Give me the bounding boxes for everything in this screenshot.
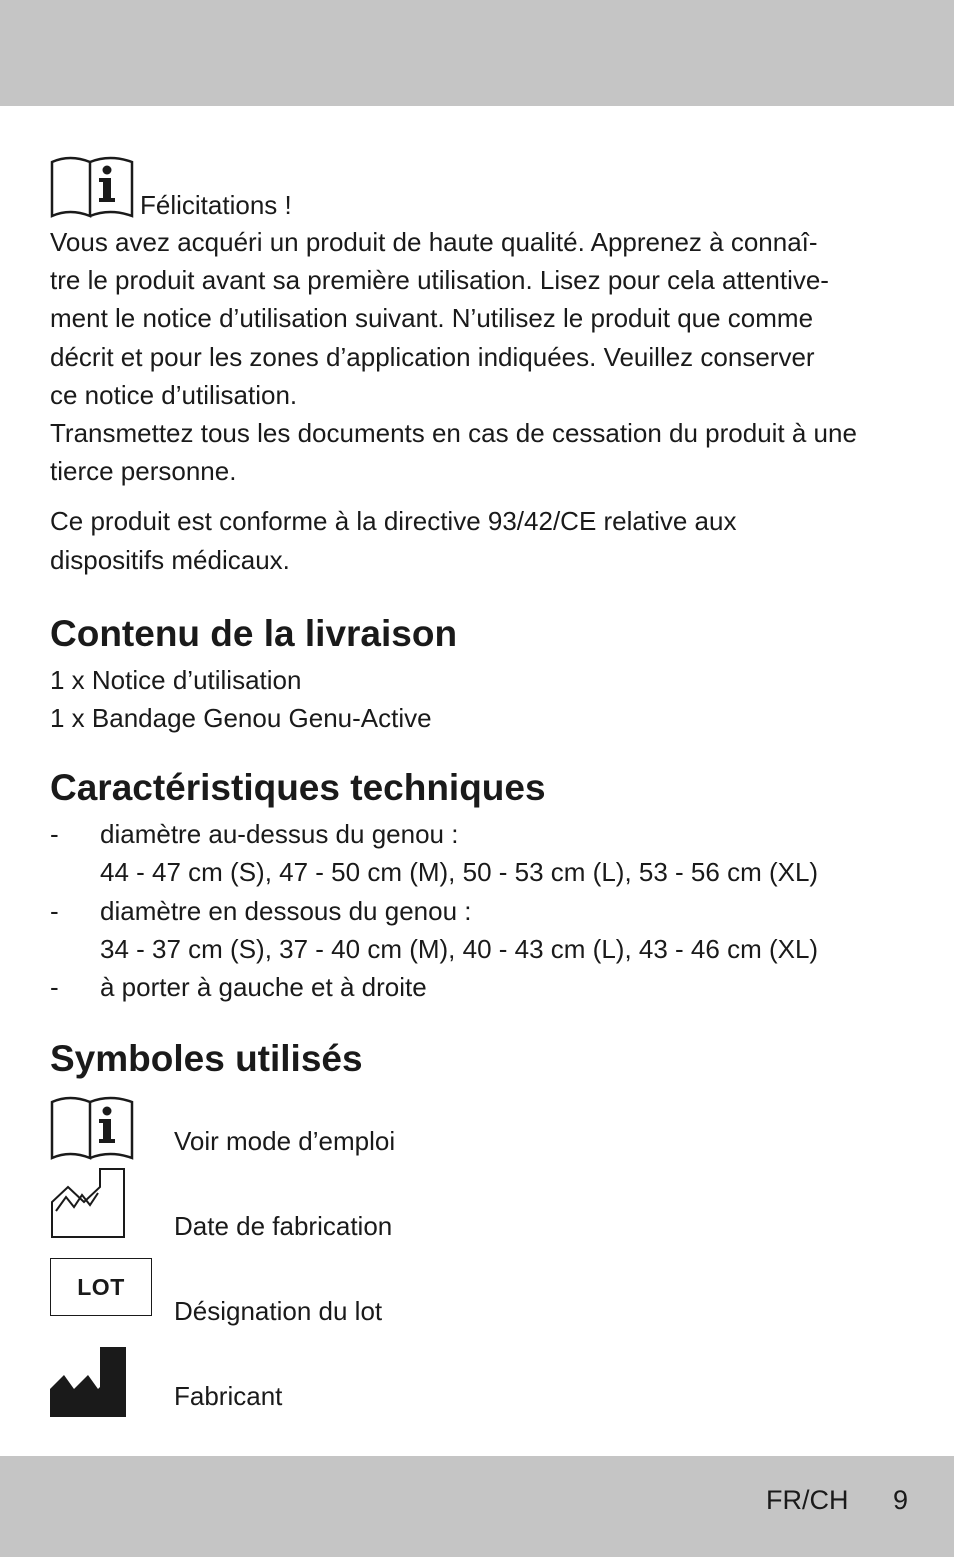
specs-heading: Caractéristiques techniques xyxy=(50,767,546,809)
spec-item xyxy=(50,968,910,1006)
list-dash: - xyxy=(50,972,59,1003)
page-content xyxy=(50,150,910,1432)
contents-list xyxy=(50,661,910,737)
instructions-info-icon xyxy=(50,152,134,220)
intro-line: tre le produit avant sa première utilisation. Lisez pour cela attentive- xyxy=(50,265,829,296)
spec-label: diamètre au-dessus du genou : xyxy=(100,819,459,850)
spec-item xyxy=(50,815,910,891)
symbol-row xyxy=(50,1347,910,1432)
manufacturer-icon xyxy=(50,1345,128,1417)
transfer-line: tierce personne. xyxy=(50,456,237,487)
spec-detail: 44 - 47 cm (S), 47 - 50 cm (M), 50 - 53 cm (L), 53 - 56 cm (XL) xyxy=(100,857,819,888)
symbol-row xyxy=(50,1262,910,1347)
spec-label: à porter à gauche et à droite xyxy=(100,972,427,1003)
symbols-heading: Symboles utilisés xyxy=(50,1038,363,1080)
directive-line: Ce produit est conforme à la directive 93/42/CE relative aux xyxy=(50,506,737,537)
symbol-row xyxy=(50,1092,910,1177)
lot-icon xyxy=(50,1258,152,1316)
symbol-label: Voir mode d’emploi xyxy=(174,1126,396,1157)
intro-row xyxy=(50,150,910,220)
directive-paragraph xyxy=(50,502,910,578)
spec-detail: 34 - 37 cm (S), 37 - 40 cm (M), 40 - 43 cm (L), 43 - 46 cm (XL) xyxy=(100,933,819,964)
congrats-text: Félicitations ! xyxy=(140,190,292,220)
list-item: 1 x Notice d’utilisation xyxy=(50,664,302,695)
symbol-label: Fabricant xyxy=(174,1381,283,1412)
directive-line: dispositifs médicaux. xyxy=(50,544,290,575)
page-number: 9 xyxy=(893,1485,909,1515)
contents-heading: Contenu de la livraison xyxy=(50,612,458,654)
spec-label: diamètre en dessous du genou : xyxy=(100,895,472,926)
intro-line: Vous avez acquéri un produit de haute qualité. Apprenez à connaî- xyxy=(50,227,818,257)
footer-language: FR/CH xyxy=(766,1485,849,1515)
lot-icon-text: LOT xyxy=(77,1273,125,1300)
symbol-label: Date de fabrication xyxy=(174,1211,393,1242)
list-item: 1 x Bandage Genou Genu-Active xyxy=(50,703,432,734)
symbols-list xyxy=(50,1092,910,1432)
instructions-book-icon xyxy=(50,1092,134,1162)
intro-line: décrit et pour les zones d’application indiquées. Veuillez conserver xyxy=(50,341,815,372)
transfer-line: Transmettez tous les documents en cas de cessation du produit à une xyxy=(50,418,857,449)
intro-line: ce notice d’utilisation. xyxy=(50,379,298,410)
spec-item xyxy=(50,892,910,968)
header-band xyxy=(0,0,954,106)
list-dash: - xyxy=(50,895,59,926)
intro-line: ment le notice d’utilisation suivant. N’utilisez le produit que comme xyxy=(50,303,814,334)
list-dash: - xyxy=(50,819,59,850)
transfer-paragraph xyxy=(50,414,910,490)
specs-list xyxy=(50,815,910,1006)
symbol-row xyxy=(50,1177,910,1262)
intro-paragraph xyxy=(50,223,910,414)
symbol-label: Désignation du lot xyxy=(174,1296,383,1327)
manufacture-date-icon xyxy=(50,1167,128,1239)
